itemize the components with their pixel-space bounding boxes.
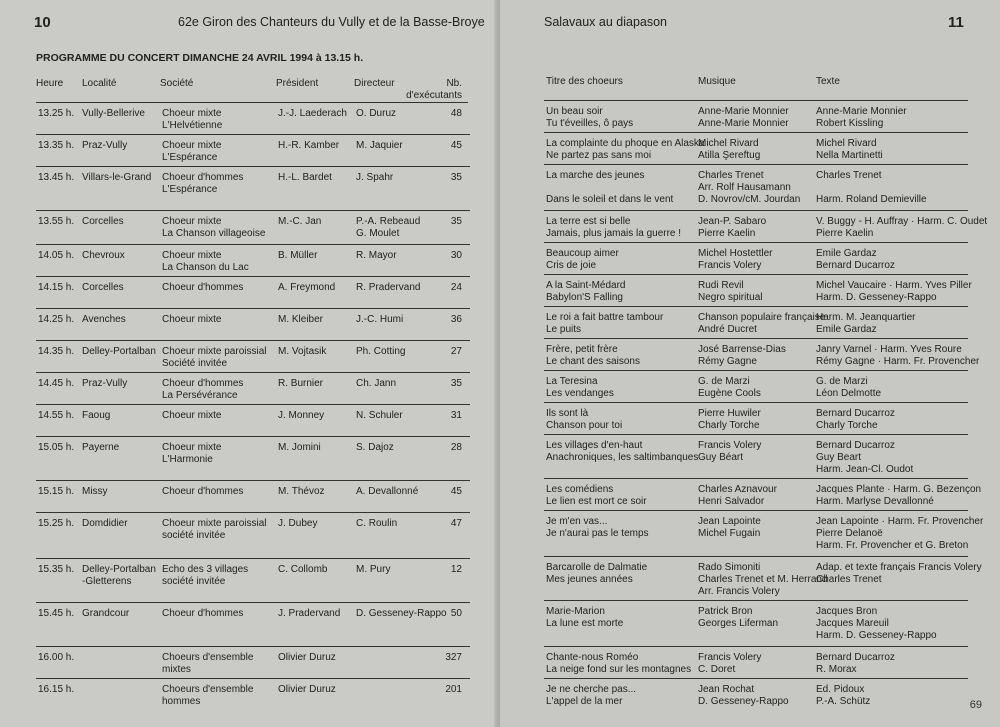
row-societe: L'Espérance: [162, 184, 218, 195]
row-directeur: N. Schuler: [356, 410, 403, 421]
left-page: [0, 0, 496, 727]
row-musique: Patrick Bron: [698, 606, 753, 617]
row-titre: Les villages d'en-haut: [546, 440, 643, 451]
row-titre: Ne partez pas sans moi: [546, 150, 652, 161]
row-directeur: O. Duruz: [356, 108, 397, 119]
row-directeur: G. Moulet: [356, 228, 400, 239]
row-president: J. Pradervand: [278, 608, 341, 619]
row-executants: 24: [450, 282, 462, 293]
row-societe: La Chanson du Lac: [162, 262, 249, 273]
row-musique: Arr. Francis Volery: [698, 586, 780, 597]
row-societe: Société invitée: [162, 358, 228, 369]
row-societe: Choeur mixte: [162, 314, 222, 325]
row-musique: D. Gesseney-Rappo: [698, 696, 789, 707]
row-divider: [36, 678, 470, 679]
row-executants: 28: [450, 442, 462, 453]
row-localite: Praz-Vully: [82, 378, 128, 389]
row-heure: 15.25 h.: [38, 518, 75, 529]
row-musique: Henri Salvador: [698, 496, 765, 507]
row-localite: Delley-Portalban: [82, 564, 156, 575]
row-texte: Harm. Jean-Cl. Oudot: [816, 464, 914, 475]
row-divider: [36, 340, 470, 341]
row-titre: Frère, petit frère: [546, 344, 618, 355]
row-titre: Cris de joie: [546, 260, 597, 271]
row-titre: La marche des jeunes: [546, 170, 645, 181]
row-president: C. Collomb: [278, 564, 328, 575]
row-musique: Pierre Huwiler: [698, 408, 761, 419]
row-heure: 14.55 h.: [38, 410, 75, 421]
page-mark: 69: [969, 699, 982, 711]
row-directeur: A. Devallonné: [356, 486, 419, 497]
row-texte: Bernard Ducarroz: [816, 440, 895, 451]
row-texte: Emile Gardaz: [816, 248, 877, 259]
row-heure: 15.45 h.: [38, 608, 75, 619]
row-texte: Harm. Roland Demieville: [816, 194, 927, 205]
row-societe: Choeur mixte: [162, 410, 222, 421]
row-titre: Un beau soir: [546, 106, 603, 117]
row-titre: Je m'en vas...: [546, 516, 608, 527]
row-musique: Charly Torche: [698, 420, 760, 431]
row-musique: Negro spiritual: [698, 292, 763, 303]
row-texte: Charles Trenet: [816, 170, 882, 181]
row-texte: Harm. D. Gesseney-Rappo: [816, 630, 937, 641]
row-texte: Bernard Ducarroz: [816, 408, 895, 419]
row-societe: Choeur mixte paroissial: [162, 346, 267, 357]
row-titre: La Teresina: [546, 376, 598, 387]
row-divider: [544, 274, 968, 275]
row-directeur: S. Dajoz: [356, 442, 394, 453]
row-texte: Pierre Delanoë: [816, 528, 883, 539]
row-executants: 27: [450, 346, 462, 357]
row-directeur: R. Pradervand: [356, 282, 421, 293]
row-texte: R. Morax: [816, 664, 857, 675]
row-titre: Beaucoup aimer: [546, 248, 619, 259]
row-titre: La lune est morte: [546, 618, 624, 629]
row-president: Olivier Duruz: [278, 652, 336, 663]
row-titre: Les vendanges: [546, 388, 614, 399]
row-executants: 47: [450, 518, 462, 529]
row-texte: Harm. D. Gesseney-Rappo: [816, 292, 937, 303]
row-musique: Arr. Rolf Hausamann: [698, 182, 791, 193]
row-musique: André Ducret: [698, 324, 757, 335]
row-musique: Eugène Cools: [698, 388, 761, 399]
row-titre: Babylon'S Falling: [546, 292, 623, 303]
row-localite: Domdidier: [82, 518, 128, 529]
row-musique: Rémy Gagne: [698, 356, 757, 367]
row-societe: Choeur mixte: [162, 442, 222, 453]
row-texte: Adap. et texte français Francis Volery: [816, 562, 982, 573]
row-president: M.-C. Jan: [278, 216, 322, 227]
row-president: J.-J. Laederach: [278, 108, 347, 119]
row-titre: Le chant des saisons: [546, 356, 640, 367]
right-page: [500, 0, 1000, 727]
row-divider: [544, 210, 968, 211]
row-titre: A la Saint-Médard: [546, 280, 626, 291]
row-societe: Choeur d'hommes: [162, 378, 244, 389]
row-localite: Praz-Vully: [82, 140, 128, 151]
row-divider: [36, 480, 470, 481]
row-musique: Rado Simoniti: [698, 562, 761, 573]
row-president: R. Burnier: [278, 378, 324, 389]
row-texte: Pierre Kaelin: [816, 228, 874, 239]
row-divider: [36, 436, 470, 437]
row-heure: 13.35 h.: [38, 140, 75, 151]
row-societe: Choeur mixte paroissial: [162, 518, 267, 529]
row-heure: 16.00 h.: [38, 652, 75, 663]
row-directeur: D. Gesseney-Rappo: [356, 608, 447, 619]
row-divider: [36, 404, 470, 405]
row-societe: L'Helvétienne: [162, 120, 223, 131]
row-executants: 201: [445, 684, 462, 695]
header-rule-right: [544, 100, 968, 101]
row-localite: Missy: [82, 486, 108, 497]
row-texte: Harm. M. Jeanquartier: [816, 312, 916, 323]
row-divider: [544, 242, 968, 243]
row-divider: [36, 210, 470, 211]
row-divider: [36, 166, 470, 167]
row-societe: Echo des 3 villages: [162, 564, 249, 575]
row-localite: Corcelles: [82, 282, 124, 293]
row-president: M. Kleiber: [278, 314, 324, 325]
row-divider: [544, 370, 968, 371]
row-executants: 50: [450, 608, 462, 619]
row-musique: Charles Trenet et M. Herrand: [698, 574, 828, 585]
row-musique: Georges Liferman: [698, 618, 779, 629]
row-societe: mixtes: [162, 664, 191, 675]
row-musique: Chanson populaire française: [698, 312, 826, 323]
row-localite: Avenches: [82, 314, 126, 325]
row-musique: Francis Volery: [698, 260, 762, 271]
row-texte: Léon Delmotte: [816, 388, 882, 399]
row-divider: [544, 164, 968, 165]
row-texte: Michel Rivard: [816, 138, 877, 149]
row-executants: 35: [450, 378, 462, 389]
row-titre: Le puits: [546, 324, 582, 335]
row-executants: 48: [450, 108, 462, 119]
row-texte: Charles Trenet: [816, 574, 882, 585]
row-heure: 13.25 h.: [38, 108, 75, 119]
row-societe: L'Harmonie: [162, 454, 213, 465]
row-titre: Tu t'éveilles, ô pays: [546, 118, 634, 129]
row-president: M. Thévoz: [278, 486, 325, 497]
row-localite: Delley-Portalban: [82, 346, 156, 357]
row-texte: Charly Torche: [816, 420, 878, 431]
row-executants: 45: [450, 486, 462, 497]
row-directeur: Ph. Cotting: [356, 346, 406, 357]
row-societe: L'Espérance: [162, 152, 218, 163]
row-societe: La Chanson villageoise: [162, 228, 266, 239]
row-president: H.-R. Kamber: [278, 140, 340, 151]
row-divider: [36, 244, 470, 245]
row-divider: [36, 372, 470, 373]
row-texte: Ed. Pidoux: [816, 684, 865, 695]
row-localite: Corcelles: [82, 216, 124, 227]
row-president: M. Jomini: [278, 442, 321, 453]
col-societe: Société: [160, 78, 194, 89]
row-societe: société invitée: [162, 530, 226, 541]
row-executants: 36: [450, 314, 462, 325]
row-president: A. Freymond: [278, 282, 336, 293]
row-societe: Choeur d'hommes: [162, 608, 244, 619]
row-texte: P.-A. Schütz: [816, 696, 871, 707]
row-president: Olivier Duruz: [278, 684, 336, 695]
row-heure: 14.35 h.: [38, 346, 75, 357]
row-executants: 327: [445, 652, 462, 663]
row-titre: Je n'aurai pas le temps: [546, 528, 649, 539]
row-divider: [36, 308, 470, 309]
row-musique: Atilla Şereftug: [698, 150, 761, 161]
row-musique: Francis Volery: [698, 440, 762, 451]
row-titre: L'appel de la mer: [546, 696, 623, 707]
row-texte: Jacques Plante · Harm. G. Bezençon: [816, 484, 982, 495]
col-texte: Texte: [816, 76, 840, 87]
row-societe: La Persévérance: [162, 390, 238, 401]
row-texte: Anne-Marie Monnier: [816, 106, 907, 117]
row-titre: Le lien est mort ce soir: [546, 496, 647, 507]
row-heure: 14.15 h.: [38, 282, 75, 293]
row-titre: Mes jeunes années: [546, 574, 633, 585]
page-number-left: 10: [34, 14, 51, 31]
row-texte: Guy Beart: [816, 452, 862, 463]
row-titre: Jamais, plus jamais la guerre !: [546, 228, 682, 239]
row-localite: Faoug: [82, 410, 111, 421]
row-musique: Pierre Kaelin: [698, 228, 756, 239]
row-executants: 30: [450, 250, 462, 261]
row-divider: [544, 678, 968, 679]
row-divider: [544, 556, 968, 557]
col-titre: Titre des choeurs: [546, 76, 623, 87]
row-musique: Charles Trenet: [698, 170, 764, 181]
row-divider: [36, 134, 470, 135]
row-localite: Chevroux: [82, 250, 125, 261]
row-societe: Choeur d'hommes: [162, 282, 244, 293]
row-heure: 14.45 h.: [38, 378, 75, 389]
row-texte: Bernard Ducarroz: [816, 260, 895, 271]
row-heure: 13.55 h.: [38, 216, 75, 227]
row-musique: Guy Béart: [698, 452, 744, 463]
row-musique: José Barrense-Dias: [698, 344, 786, 355]
row-societe: Choeur mixte: [162, 108, 222, 119]
row-texte: V. Buggy - H. Auffray · Harm. C. Oudet: [816, 216, 988, 227]
row-texte: Janry Varnel · Harm. Yves Roure: [816, 344, 962, 355]
row-societe: Choeur d'hommes: [162, 486, 244, 497]
col-president: Président: [276, 78, 319, 89]
row-divider: [544, 338, 968, 339]
row-heure: 14.05 h.: [38, 250, 75, 261]
row-divider: [36, 512, 470, 513]
row-executants: 12: [450, 564, 462, 575]
row-divider: [36, 276, 470, 277]
col-executants: [402, 78, 462, 102]
row-texte: Bernard Ducarroz: [816, 652, 895, 663]
row-titre: Ils sont là: [546, 408, 589, 419]
row-musique: Anne-Marie Monnier: [698, 106, 789, 117]
row-societe: hommes: [162, 696, 201, 707]
row-directeur: J.-C. Humi: [356, 314, 404, 325]
row-heure: 15.35 h.: [38, 564, 75, 575]
row-musique: Francis Volery: [698, 652, 762, 663]
row-divider: [544, 434, 968, 435]
row-titre: Dans le soleil et dans le vent: [546, 194, 674, 205]
row-executants: 45: [450, 140, 462, 151]
row-musique: Jean Rochat: [698, 684, 755, 695]
left-running-header: 62e Giron des Chanteurs du Vully et de la Basse-Broye: [178, 15, 485, 29]
row-divider: [544, 306, 968, 307]
col-directeur: Directeur: [354, 78, 395, 89]
row-directeur: J. Spahr: [356, 172, 394, 183]
row-texte: Harm. Fr. Provencher et G. Breton: [816, 540, 969, 551]
row-localite: -Gletterens: [82, 576, 132, 587]
row-divider: [544, 402, 968, 403]
row-musique: Rudi Revil: [698, 280, 744, 291]
row-directeur: M. Jaquier: [356, 140, 403, 151]
row-texte: Robert Kissling: [816, 118, 884, 129]
row-localite: Grandcour: [82, 608, 130, 619]
page-number-right: 11: [948, 14, 964, 31]
row-directeur: M. Pury: [356, 564, 391, 575]
row-directeur: R. Mayor: [356, 250, 397, 261]
row-titre: La terre est si belle: [546, 216, 631, 227]
row-texte: Rémy Gagne · Harm. Fr. Provencher: [816, 356, 980, 367]
row-titre: La neige fond sur les montagnes: [546, 664, 692, 675]
col-executants-line2: d'exécutants: [406, 90, 462, 101]
row-localite: Vully-Bellerive: [82, 108, 145, 119]
row-directeur: P.-A. Rebeaud: [356, 216, 421, 227]
row-texte: Jean Lapointe · Harm. Fr. Provencher: [816, 516, 984, 527]
row-heure: 13.45 h.: [38, 172, 75, 183]
row-titre: La complainte du phoque en Alaska: [546, 138, 705, 149]
right-running-header: Salavaux au diapason: [544, 15, 668, 29]
row-heure: 15.05 h.: [38, 442, 75, 453]
row-texte: Jacques Bron: [816, 606, 878, 617]
row-musique: G. de Marzi: [698, 376, 750, 387]
row-texte: Jacques Mareuil: [816, 618, 889, 629]
row-musique: D. Novrov/cM. Jourdan: [698, 194, 801, 205]
row-texte: Harm. Marlyse Devallonné: [816, 496, 934, 507]
row-titre: Chanson pour toi: [546, 420, 623, 431]
row-heure: 14.25 h.: [38, 314, 75, 325]
row-divider: [36, 602, 470, 603]
row-titre: Anachroniques, les saltimbanques: [546, 452, 699, 463]
row-societe: Choeur mixte: [162, 250, 222, 261]
row-president: M. Vojtasik: [278, 346, 327, 357]
row-societe: Choeur mixte: [162, 140, 222, 151]
row-titre: Le roi a fait battre tambour: [546, 312, 664, 323]
row-societe: Choeurs d'ensemble: [162, 652, 254, 663]
row-executants: 35: [450, 216, 462, 227]
row-titre: Marie-Marion: [546, 606, 605, 617]
row-divider: [544, 132, 968, 133]
row-societe: Choeur mixte: [162, 216, 222, 227]
row-societe: Choeurs d'ensemble: [162, 684, 254, 695]
row-texte: G. de Marzi: [816, 376, 868, 387]
row-heure: 16.15 h.: [38, 684, 75, 695]
row-president: B. Müller: [278, 250, 318, 261]
row-localite: Villars-le-Grand: [82, 172, 152, 183]
row-president: J. Dubey: [278, 518, 318, 529]
row-texte: Nella Martinetti: [816, 150, 883, 161]
row-societe: société invitée: [162, 576, 226, 587]
row-musique: Michel Fugain: [698, 528, 761, 539]
row-musique: Jean-P. Sabaro: [698, 216, 767, 227]
row-divider: [544, 478, 968, 479]
header-rule-left: [36, 102, 468, 103]
row-texte: Michel Vaucaire · Harm. Yves Piller: [816, 280, 972, 291]
row-divider: [544, 646, 968, 647]
row-president: J. Monney: [278, 410, 325, 421]
row-executants: 35: [450, 172, 462, 183]
col-executants-line1: Nb.: [446, 78, 462, 89]
row-executants: 31: [450, 410, 462, 421]
row-societe: Choeur d'hommes: [162, 172, 244, 183]
row-musique: Michel Rivard: [698, 138, 759, 149]
row-directeur: Ch. Jann: [356, 378, 397, 389]
row-divider: [544, 510, 968, 511]
row-titre: Les comédiens: [546, 484, 614, 495]
row-musique: Charles Aznavour: [698, 484, 777, 495]
row-president: H.-L. Bardet: [278, 172, 332, 183]
row-texte: Emile Gardaz: [816, 324, 877, 335]
row-musique: Michel Hostettler: [698, 248, 773, 259]
row-heure: 15.15 h.: [38, 486, 75, 497]
row-localite: Payerne: [82, 442, 120, 453]
col-musique: Musique: [698, 76, 736, 87]
row-musique: Jean Lapointe: [698, 516, 761, 527]
row-directeur: C. Roulin: [356, 518, 398, 529]
row-titre: Barcarolle de Dalmatie: [546, 562, 648, 573]
program-title: PROGRAMME DU CONCERT DIMANCHE 24 AVRIL 1994 à 13.15 h.: [36, 52, 364, 64]
row-musique: C. Doret: [698, 664, 736, 675]
row-divider: [544, 600, 968, 601]
row-musique: Anne-Marie Monnier: [698, 118, 789, 129]
row-divider: [36, 558, 470, 559]
row-titre: Je ne cherche pas...: [546, 684, 637, 695]
row-titre: Chante-nous Roméo: [546, 652, 639, 663]
col-localite: Localité: [82, 78, 117, 89]
row-divider: [36, 646, 470, 647]
col-heure: Heure: [36, 78, 64, 89]
